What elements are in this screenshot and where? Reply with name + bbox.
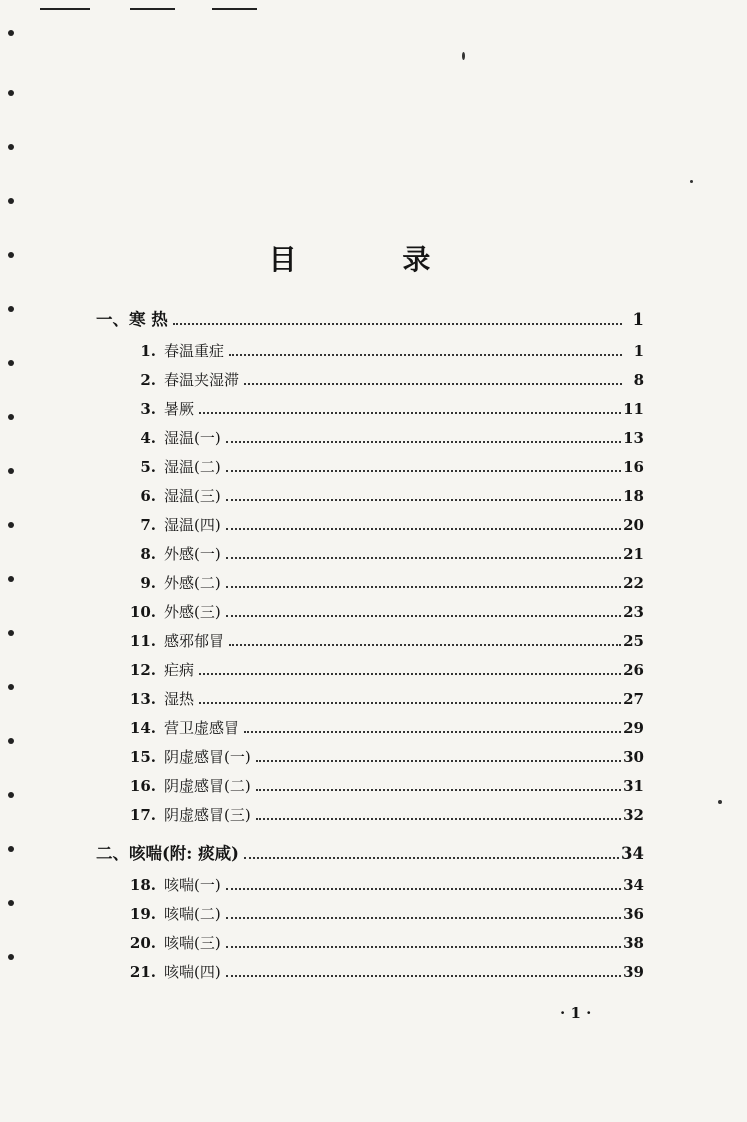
entry-page: 31: [623, 777, 644, 795]
entry-label: 湿温(二): [164, 458, 221, 476]
toc-entry[interactable]: [126, 572, 644, 593]
toc-entry[interactable]: [126, 514, 644, 535]
entry-number: 1.: [140, 342, 156, 360]
section-page: 1: [632, 310, 644, 329]
entry-number: 10.: [129, 603, 156, 621]
section-page: 34: [621, 844, 644, 863]
entry-number: 11.: [129, 632, 156, 650]
entry-label: 咳喘(二): [164, 905, 221, 923]
dot-leader: [256, 789, 621, 791]
toc-entry[interactable]: [126, 543, 644, 564]
toc-section-1[interactable]: [96, 306, 644, 330]
entry-page: 18: [623, 487, 644, 505]
entry-page: 34: [623, 876, 644, 894]
toc-entry[interactable]: [126, 427, 644, 448]
entry-label: 咳喘(一): [164, 876, 221, 894]
entry-page: 32: [623, 806, 644, 824]
dot-leader: [229, 354, 622, 356]
entry-label: 湿热: [164, 690, 195, 708]
toc-entry[interactable]: [126, 630, 644, 651]
entry-label: 湿温(三): [164, 487, 221, 505]
entry-label: 暑厥: [164, 400, 195, 418]
entry-number: 3.: [140, 400, 156, 418]
dot-leader: [226, 615, 621, 617]
entry-page: 25: [623, 632, 644, 650]
binding-holes: [4, 20, 20, 1020]
toc-entry[interactable]: [126, 804, 644, 825]
dot-leader: [226, 557, 621, 559]
toc-entry[interactable]: [126, 456, 644, 477]
dot-leader: [244, 383, 622, 385]
entry-number: 15.: [129, 748, 156, 766]
entry-label: 外感(二): [164, 574, 221, 592]
entry-number: 17.: [129, 806, 156, 824]
toc-entry[interactable]: [126, 688, 644, 709]
entry-label: 外感(一): [164, 545, 221, 563]
entry-page: 13: [623, 429, 644, 447]
toc-entry[interactable]: [126, 485, 644, 506]
dot-leader: [226, 888, 621, 890]
entry-number: 13.: [129, 690, 156, 708]
entry-label: 春温重症: [164, 342, 225, 360]
toc-entry[interactable]: [126, 398, 644, 419]
entry-label: 湿温(四): [164, 516, 221, 534]
toc-entry[interactable]: [126, 775, 644, 796]
entry-page: 26: [623, 661, 644, 679]
entry-number: 2.: [140, 371, 156, 389]
dot-leader: [173, 323, 622, 325]
entry-page: 36: [623, 905, 644, 923]
top-rule: [130, 8, 175, 10]
dot-leader: [226, 975, 621, 977]
entry-label: 外感(三): [164, 603, 221, 621]
entry-number: 6.: [140, 487, 156, 505]
entry-label: 阴虚感冒(二): [164, 777, 251, 795]
dot-leader: [199, 412, 621, 414]
print-speck: [690, 180, 693, 183]
dot-leader: [244, 857, 619, 859]
entry-number: 19.: [129, 905, 156, 923]
dot-leader: [256, 760, 621, 762]
section-label: 二、咳喘(附: 痰咸): [96, 844, 239, 863]
entry-number: 20.: [129, 934, 156, 952]
top-rule: [212, 8, 257, 10]
entry-page: 23: [623, 603, 644, 621]
entry-number: 5.: [140, 458, 156, 476]
entry-label: 春温夹湿滞: [164, 371, 240, 389]
top-rule: [40, 8, 90, 10]
toc-entry[interactable]: [126, 932, 644, 953]
print-speck: [718, 800, 722, 804]
entry-number: 4.: [140, 429, 156, 447]
dot-leader: [229, 644, 621, 646]
dot-leader: [199, 673, 621, 675]
entry-label: 咳喘(三): [164, 934, 221, 952]
toc-entry[interactable]: [126, 659, 644, 680]
toc-entry[interactable]: [126, 903, 644, 924]
entry-label: 湿温(一): [164, 429, 221, 447]
entry-page: 22: [623, 574, 644, 592]
dot-leader: [256, 818, 621, 820]
entry-number: 21.: [129, 963, 156, 981]
entry-number: 14.: [129, 719, 156, 737]
entry-number: 18.: [129, 876, 156, 894]
entry-label: 营卫虚感冒: [164, 719, 240, 737]
entry-number: 12.: [129, 661, 156, 679]
dot-leader: [199, 702, 621, 704]
dot-leader: [226, 441, 621, 443]
entry-number: 9.: [140, 574, 156, 592]
entry-page: 39: [623, 963, 644, 981]
entry-label: 阴虚感冒(一): [164, 748, 251, 766]
dot-leader: [226, 528, 621, 530]
print-speck: [462, 52, 465, 60]
toc-section-2[interactable]: [96, 840, 644, 864]
toc-entry[interactable]: [126, 340, 644, 361]
entry-page: 1: [633, 342, 644, 360]
dot-leader: [226, 586, 621, 588]
entry-page: 21: [623, 545, 644, 563]
entry-page: 29: [623, 719, 644, 737]
entry-page: 27: [623, 690, 644, 708]
toc-entry[interactable]: [126, 874, 644, 895]
entry-page: 16: [623, 458, 644, 476]
entry-page: 20: [623, 516, 644, 534]
entry-label: 咳喘(四): [164, 963, 221, 981]
toc-entry[interactable]: [126, 961, 644, 982]
toc-entry[interactable]: [126, 746, 644, 767]
page-number: · 1 ·: [560, 1004, 592, 1022]
page-title: 目 录: [268, 243, 479, 276]
section-label: 一、寒 热: [96, 310, 168, 329]
entry-number: 7.: [140, 516, 156, 534]
dot-leader: [244, 731, 621, 733]
entry-page: 8: [633, 371, 644, 389]
toc-entry[interactable]: [126, 717, 644, 738]
entry-page: 30: [623, 748, 644, 766]
entry-page: 38: [623, 934, 644, 952]
dot-leader: [226, 917, 621, 919]
entry-label: 疟病: [164, 661, 195, 679]
dot-leader: [226, 499, 621, 501]
dot-leader: [226, 946, 621, 948]
entry-number: 16.: [129, 777, 156, 795]
entry-page: 11: [623, 400, 644, 418]
toc-entry[interactable]: [126, 369, 644, 390]
entry-label: 阴虚感冒(三): [164, 806, 251, 824]
dot-leader: [226, 470, 621, 472]
entry-number: 8.: [140, 545, 156, 563]
entry-label: 感邪郁冒: [164, 632, 225, 650]
toc-entry[interactable]: [126, 601, 644, 622]
